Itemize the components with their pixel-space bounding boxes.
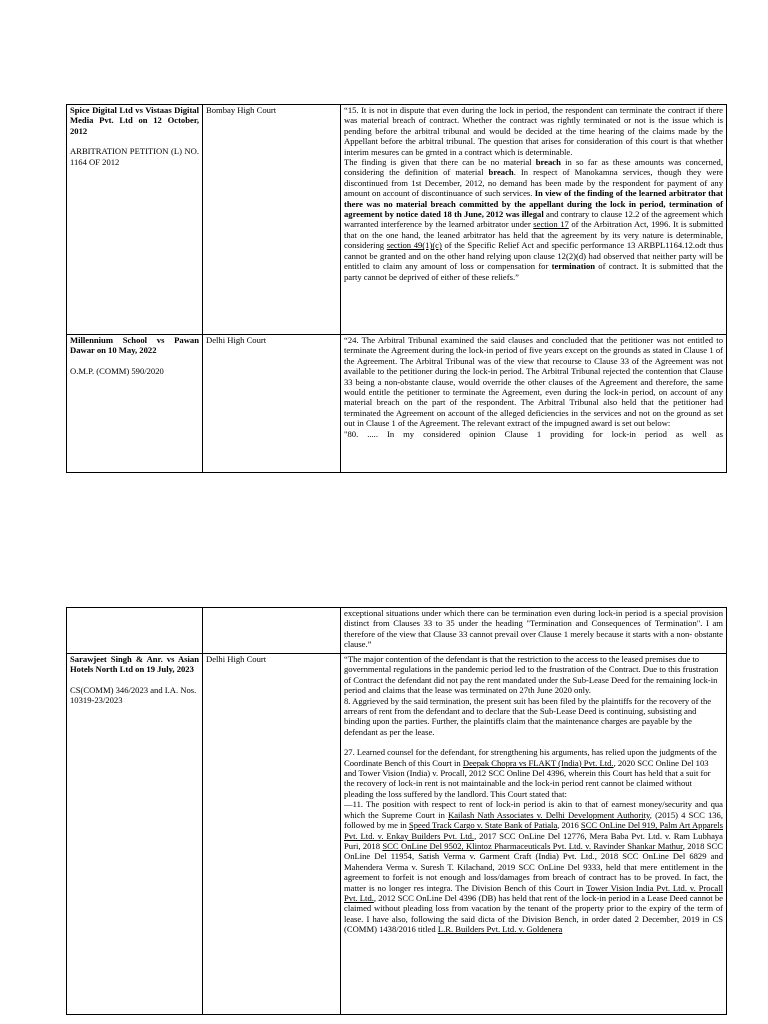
case-cell xyxy=(67,654,203,1015)
table-row xyxy=(67,654,727,1015)
excerpt-cell xyxy=(341,105,727,335)
citation-link: L.R. Builders Pvt. Ltd. v. Goldenera xyxy=(437,924,563,935)
case-cell xyxy=(67,335,203,473)
citation-link: SCC OnLine Del 919, Palm Art Apparels Pvt. Ltd. v. Enkay Builders Pvt. Ltd. xyxy=(344,820,724,841)
court-cell: Bombay High Court xyxy=(203,105,341,335)
case-number: CS(COMM) 346/2023 and I.A. Nos. 10319-23/2023 xyxy=(70,684,197,706)
case-table-2 xyxy=(66,607,727,1015)
excerpt-cell xyxy=(341,335,727,473)
excerpt-cell xyxy=(341,654,727,1015)
excerpt-paragraph: 8. Aggrieved by the said termination, the present suit has been filed by the plaintiffs for the recovery of the arrears of rent from the defendant and to declare that the Sub-Lease Deed is continuing, subsisting and binding upon the parties. Further, the plaintiffs claim that the maintenance charges are payable by the defendant as per the lease. xyxy=(344,695,712,737)
excerpt-paragraph: 27. Learned counsel for the defendant, for strengthening his arguments, has relied upon the judgments of the Coordinate Bench of this Court in Deepak Chopra vs FLAKT (India) Pvt. Ltd., 2020 SCC Online Del 103 and Tower Vision (India) v. Procall, 2012 SCC Online Del 4396, wherein this Court has held that a suit for the recovery of lock-in rent is not maintainable and the lock-in period rent cannot be claimed without pleading the loss suffered by the landlord. This Court stated that: xyxy=(344,747,717,799)
case-cell xyxy=(67,608,203,654)
case-title: Millennium School vs Pawan Dawar on 10 May, 2022 xyxy=(70,335,199,356)
case-number: ARBITRATION PETITION (L) NO. 1164 OF 2012 xyxy=(70,146,199,167)
case-title: Sarawjeet Singh & Anr. vs Asian Hotels North Ltd on 19 July, 2023 xyxy=(70,654,199,675)
excerpt-paragraph: The finding is given that there can be no material breach in so far as these amounts was concerned, considering the definition of material breach. In respect of Manokamna services, though they were discontinued from 1st December, 2012, no demand has been made by the respondent for payment of any amount on account of discontinuance of such services. In view of the finding of the learned arbitrator that there was no material breach committed by the appellant during the lock in period, termination of agreement by notice dated 18 th June, 2012 was illegal and contrary to clause 12.2 of the agreement which warranted interference by the learned arbitrator under section 17 of the Arbitration Act, 1996. It is submitted that on the one hand, the leaned arbitrator has held that the agreement by its very nature is determinable, considering section 49(1)(c) of the Specific Relief Act and specific performance 13 ARBPL1164.12.odt thus cannot be granted and on the other hand relying upon clause 12(2)(d) had observed that neither party will be entitled to claim any amount of loss or compensation for termination of contract. It is submitted that the party cannot be deprived of either of these reliefs.” xyxy=(344,157,724,282)
citation-link: SCC OnLine Del 9502, Klintoz Pharmaceuticals Pvt. Ltd. v. Ravinder Shankar Mathur xyxy=(382,840,683,851)
excerpt-cell: exceptional situations under which there can be termination even during lock-in period is a special provision distinct from Clauses 33 to 35 under the heading "Termination and Consequences of Termination". I am therefore of the view that Clause 33 cannot prevail over Clause 1 merely because it starts with a non- obstante clause.” xyxy=(341,608,727,654)
citation-link: Speed Track Cargo v. State Bank of Patiala xyxy=(408,820,558,831)
excerpt-paragraph: “24. The Arbitral Tribunal examined the said clauses and concluded that the petitioner was not entitled to terminate the Agreement during the lock-in period of five years except on the grounds as stated in Clause 1 of the Agreement. The Arbitral Tribunal was of the view that recourse to Clause 33 of the Agreement was not available to the petitioner during the lock-in period. The Arbitral Tribunal rejected the contention that Clause 33 being a non-obstante clause, would override the other clauses of the Agreement and therefore, the same would entitle the petitioner to terminate the Agreement, even during the lock-in period, on account of any material breach on the part of the respondent. The Arbitral Tribunal also held that the petitioner had terminated the Agreement on account of the alleged deficiencies in the services and not on the ground as set out in Clause 1 of the Agreement. The relevant extract of the impugned award is set out below: xyxy=(344,335,723,429)
table-row xyxy=(67,608,727,654)
citation-link: section 17 xyxy=(533,219,569,230)
court-cell: Delhi High Court xyxy=(203,654,341,1015)
case-number: O.M.P. (COMM) 590/2020 xyxy=(70,365,164,376)
excerpt-paragraph: "80. ..... In my considered opinion Clause 1 providing for lock-in period as well as xyxy=(344,428,723,439)
case-cell xyxy=(67,105,203,335)
table-row xyxy=(67,335,727,473)
court-cell: Delhi High Court xyxy=(203,335,341,473)
excerpt-paragraph: “15. It is not in dispute that even during the lock in period, the respondent can terminate the contract if there was material breach of contract. Whether the contract was rightly terminated or not is the issue which is pending before the arbitral tribunal and would be decided at the time hearing of the claims made by the Appellant before the arbitral tribunal. The question that arises for consideration of this court is that whether interim mesures can be grnted in a contract which is determinable. xyxy=(344,105,723,157)
citation-link: Tower Vision India Pvt. Ltd. v. Procall Pvt. Ltd. xyxy=(344,882,723,903)
court-cell xyxy=(203,608,341,654)
excerpt-paragraph: “The major contention of the defendant is that the restriction to the access to the leased premises due to governmental regulations in the pandemic period led to the frustration of the Contract. Due to this frustration of Contract the defendant did not pay the rent mandated under the Sub-Lease Deed for the remaining lock-in period and claims that the lease was terminated on 27th June 2020 only. xyxy=(344,654,719,696)
case-table-1 xyxy=(66,104,727,473)
citation-link: Deepak Chopra vs FLAKT (India) Pvt. Ltd. xyxy=(462,757,614,768)
citation-link: section 49(1)(c) xyxy=(386,240,442,251)
excerpt-paragraph: ―11. The position with respect to rent of lock-in period is akin to that of earnest money/security and qua which the Supreme Court in Kailash Nath Associates v. Delhi Development Authority, (2015) 4 SCC 136, followed by me in Speed Track Cargo v. State Bank of Patiala, 2016 SCC OnLine Del 919, Palm Art Apparels Pvt. Ltd. v. Enkay Builders Pvt. Ltd., 2017 SCC OnLine Del 12776, Mera Baba Pvt. Ltd. v. Ram Lubhaya Puri, 2018 SCC OnLine Del 9502, Klintoz Pharmaceuticals Pvt. Ltd. v. Ravinder Shankar Mathur, 2018 SCC OnLine Del 11954, Satish Verma v. Garment Craft (India) Pvt. Ltd., 2018 SCC OnLine Del 6829 and Mahendera Verma v. Suresh T. Kilachand, 2019 SCC OnLine Del 9333, held that mere entitlement in the agreement to forfeit is not enough and loss/damages from breach of contract has to be proved. In fact, the matter is no longer res integra. The Division Bench of this Court in Tower Vision India Pvt. Ltd. v. Procall Pvt. Ltd., 2012 SCC OnLine Del 4396 (DB) has held that rent of the lock-in period in a Lease Deed cannot be claimed without pleading loss from vacation by the tenant of the property prior to the expiry of the term of lease. I have also, following the said dicta of the Division Bench, in order dated 2 December, 2019 in CS (COMM) 1438/2016 titled L.R. Builders Pvt. Ltd. v. Goldenera xyxy=(344,799,724,935)
citation-link: Kailash Nath Associates v. Delhi Development Authority xyxy=(448,809,650,820)
case-title: Spice Digital Ltd vs Vistaas Digital Media Pvt. Ltd on 12 October, 2012 xyxy=(70,105,199,136)
table-row xyxy=(67,105,727,335)
